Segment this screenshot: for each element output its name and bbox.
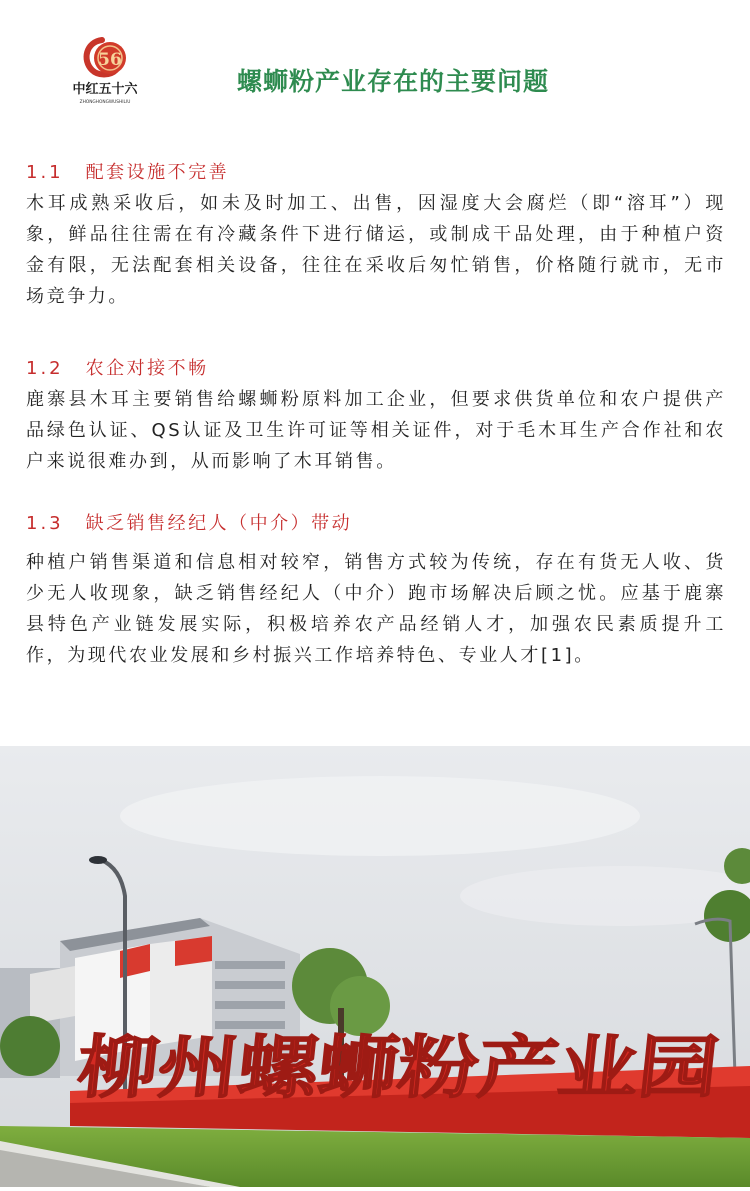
section-body-3: 种植户销售渠道和信息相对较窄，销售方式较为传统，存在有货无人收、货少无人收现象，缺乏销售经纪人（中介）跑市场解决后顾之忧。应基于鹿寨县特色产业链发展实际，积极培养农产品经销人才，加强农民素质提升工作，为现代农业发展和乡村振兴工作培养特色、专业人才[1]。 [26, 552, 726, 666]
logo-text: 中红五十六 [72, 82, 138, 97]
section-body-1: 木耳成熟采收后，如未及时加工、出售，因湿度大会腐烂（即“溶耳”）现象，鲜品往往需在有冷藏条件下进行储运，或制成干品处理，由于种植户资金有限，无法配套相关设备，往往在采收后匆忙销售，价格随行就市，无市场竞争力。 [26, 193, 726, 307]
article-content [26, 158, 726, 671]
industrial-park-photo [0, 746, 750, 1187]
section-heading-2 [26, 354, 726, 384]
section-heading-3 [26, 509, 726, 539]
section-body-2: 鹿寨县木耳主要销售给螺蛳粉原料加工企业，但要求供货单位和农户提供产品绿色认证、QS认证及卫生许可证等相关证件，对于毛木耳生产合作社和农户来说很难办到，从而影响了木耳销售。 [26, 389, 726, 472]
logo-badge: 56 [98, 50, 122, 70]
section-number-3: 1.3 [26, 513, 64, 534]
section-title-1: 配套设施不完善 [85, 162, 230, 183]
section-title-3: 缺乏销售经纪人（中介）带动 [85, 513, 353, 534]
section-number-2: 1.2 [26, 358, 64, 379]
section-heading-1 [26, 158, 726, 188]
page-title: 螺蛳粉产业存在的主要问题 [236, 67, 549, 96]
section-title-2: 农企对接不畅 [85, 358, 209, 379]
logo-subtext: ZHONGHONGWUSHILIU [79, 100, 131, 105]
section-number-1: 1.1 [26, 162, 64, 183]
park-sign-text: 柳州螺蛳粉产业园 [73, 1028, 627, 1108]
